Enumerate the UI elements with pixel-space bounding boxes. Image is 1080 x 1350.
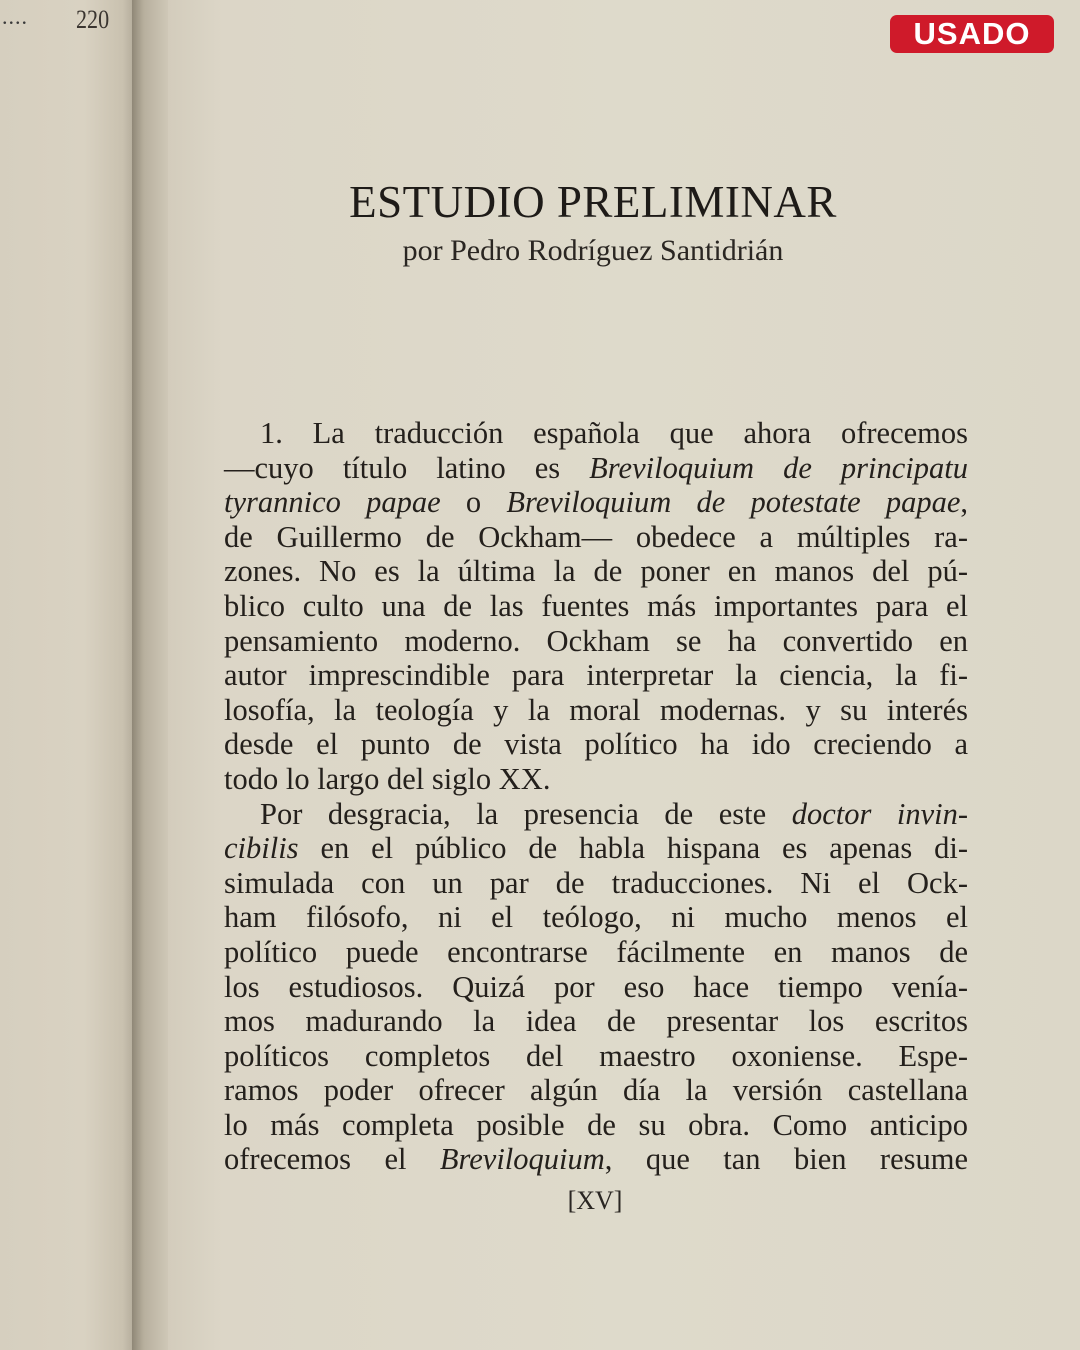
body-line: políticos completos del maestro oxoniense. Espe-: [224, 1038, 968, 1073]
body-line: autor imprescindible para interpretar la ciencia, la fi-: [224, 658, 968, 693]
left-page: [0, 0, 140, 1350]
body-line: ham filósofo, ni el teólogo, ni mucho menos el: [224, 900, 968, 935]
body-line: ramos poder ofrecer algún día la versión castellana: [224, 1073, 968, 1108]
body-text: [224, 416, 968, 1177]
body-line: —cuyo título latino es Breviloquium de principatu: [224, 450, 968, 485]
left-page-dots: ....: [2, 4, 28, 29]
body-line: lo más completa posible de su obra. Como anticipo: [224, 1107, 968, 1142]
book-gutter: [132, 0, 172, 1350]
body-line: blico culto una de las fuentes más importantes para el: [224, 588, 968, 623]
body-line: desde el punto de vista político ha ido creciendo a: [224, 727, 968, 762]
body-line: zones. No es la última la de poner en manos del pú-: [224, 554, 968, 589]
left-page-number: 220: [76, 5, 110, 34]
italic-term: Breviloquium de principatu: [589, 450, 968, 485]
body-line: losofía, la teología y la moral modernas. y su interés: [224, 692, 968, 727]
body-line: tyrannico papae o Breviloquium de potestate papae,: [224, 485, 968, 520]
body-line: Por desgracia, la presencia de este doctor invin-: [260, 796, 968, 831]
author-line: por Pedro Rodríguez Santidrián: [402, 234, 784, 267]
italic-term: tyrannico papae: [224, 485, 441, 520]
italic-term: Breviloquium de potestate papae: [506, 485, 961, 520]
body-line: ofrecemos el Breviloquium, que tan bien resume: [224, 1142, 968, 1177]
body-line: 1. La traducción española que ahora ofrecemos: [260, 416, 968, 450]
body-line: político puede encontrarse fácilmente en manos de: [224, 934, 968, 969]
body-line: simulada con un par de traducciones. Ni el Ock-: [224, 865, 968, 900]
body-line: mos madurando la idea de presentar los escritos: [224, 1004, 968, 1039]
italic-term: doctor invin-: [791, 796, 968, 831]
italic-term: cibilis: [224, 831, 299, 866]
body-line: pensamiento moderno. Ockham se ha convertido en: [224, 623, 968, 658]
italic-term: Breviloquium: [439, 1142, 605, 1177]
body-line: de Guillermo de Ockham— obedece a múltiples ra-: [224, 519, 968, 554]
page-folio: [XV]: [567, 1186, 623, 1215]
body-line: los estudiosos. Quizá por eso hace tiempo venía-: [224, 969, 968, 1004]
page-title: ESTUDIO PRELIMINAR: [349, 177, 837, 227]
body-line: todo lo largo del siglo XX.: [224, 761, 551, 796]
used-badge: USADO: [890, 15, 1054, 53]
body-line: cibilis en el público de habla hispana es apenas di-: [224, 831, 968, 866]
